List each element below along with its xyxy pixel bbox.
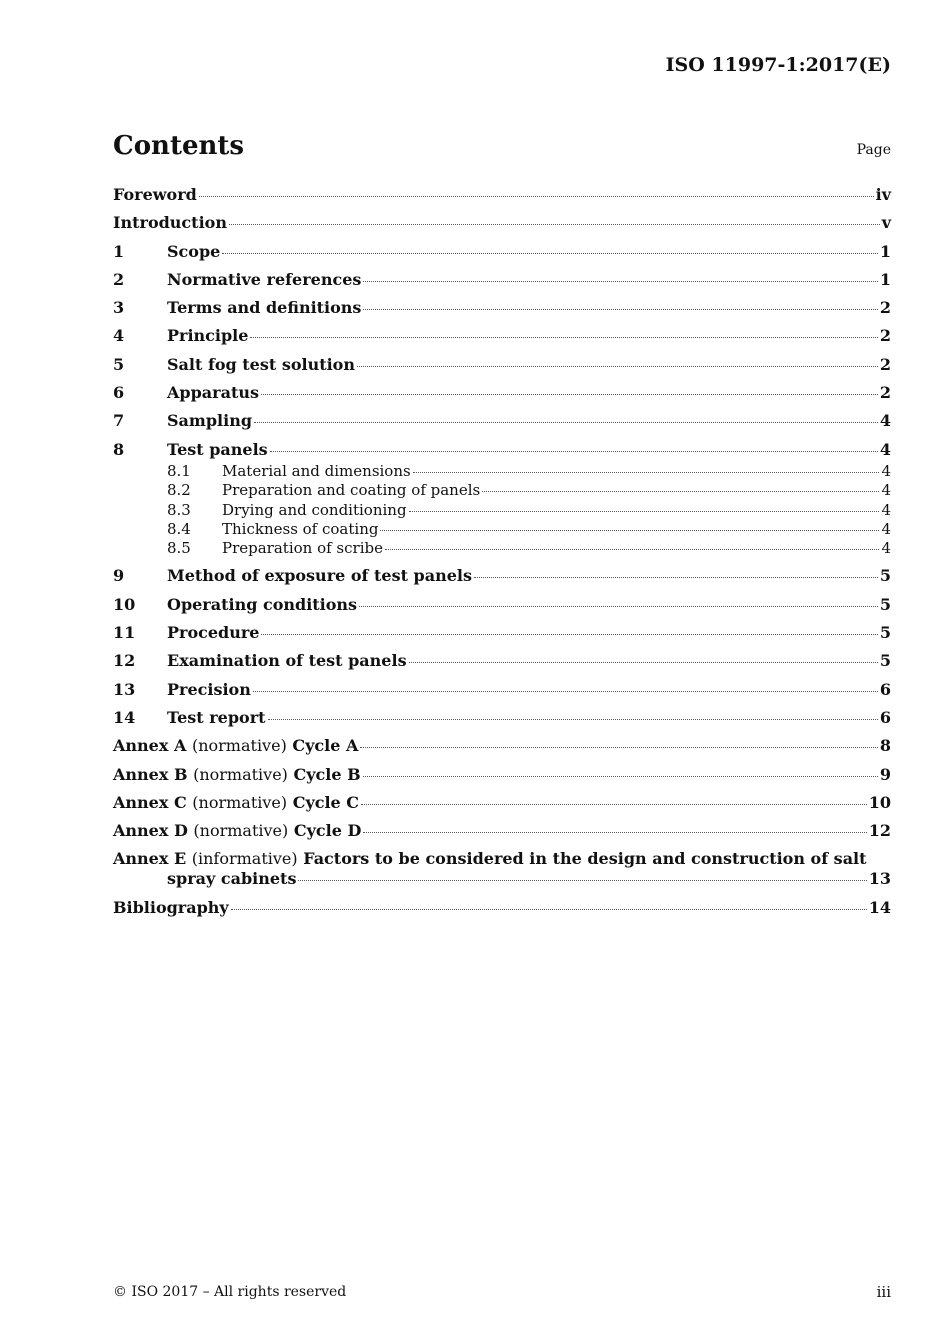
toc-subentry-title: Thickness of coating	[222, 519, 379, 538]
toc-entry-title: Test report	[167, 707, 266, 727]
toc-subentry[interactable]	[167, 539, 891, 558]
dot-leader	[363, 832, 866, 833]
toc-subentry-title: Material and dimensions	[222, 461, 411, 480]
toc-entry-clause[interactable]	[113, 566, 891, 594]
dot-leader	[380, 530, 879, 531]
toc-subentry-page: 4	[881, 461, 891, 480]
toc-entry-title: Procedure	[167, 623, 260, 643]
toc-entry-title: Normative references	[167, 269, 362, 289]
toc-entry-page: 5	[879, 623, 891, 643]
toc-entry-title: Sampling	[167, 411, 253, 431]
toc-entry-page: 5	[879, 594, 891, 614]
dot-leader	[268, 719, 878, 720]
toc-entry-title: Terms and definitions	[167, 298, 362, 318]
dot-leader	[363, 309, 877, 310]
toc-entry-clause[interactable]	[113, 651, 891, 679]
toc-entry-number: 12	[113, 651, 136, 671]
annex-title: Cycle A	[292, 736, 359, 756]
toc-subentry-page: 4	[881, 519, 891, 538]
toc-entry-foreword[interactable]	[113, 185, 891, 213]
page-title: Contents	[113, 131, 245, 161]
toc-subentry[interactable]	[167, 501, 891, 520]
toc-subentry-number: 8.2	[167, 481, 191, 500]
toc-entry-page: 8	[879, 736, 891, 756]
toc-entry-title: Apparatus	[167, 383, 259, 403]
toc-entry-page: 9	[879, 764, 891, 784]
dot-leader	[253, 691, 878, 692]
toc-entry-page: 5	[879, 651, 891, 671]
toc-entry-title: Test panels	[167, 439, 268, 459]
toc-entry-clause[interactable]	[113, 270, 891, 298]
annex-title-continued: spray cabinets	[167, 869, 297, 889]
annex-label: Annex C	[113, 792, 187, 812]
dot-leader	[363, 776, 878, 777]
dot-leader	[385, 549, 879, 550]
toc-entry-number: 7	[113, 411, 125, 431]
dot-leader	[409, 662, 878, 663]
toc-subentry-page: 4	[881, 539, 891, 558]
toc-subentry-number: 8.3	[167, 500, 191, 519]
toc-entry-clause[interactable]	[113, 411, 891, 439]
toc-subentry-number: 8.1	[167, 461, 191, 480]
table-of-contents	[113, 185, 891, 926]
toc-entry-page: 6	[879, 679, 891, 699]
toc-subentry-title: Preparation of scribe	[222, 539, 383, 558]
toc-entry-title: Scope	[167, 241, 221, 261]
toc-entry-page: 5	[879, 566, 891, 586]
annex-label: Annex A	[113, 736, 187, 756]
document-id: ISO 11997-1:2017(E)	[665, 54, 891, 76]
dot-leader	[363, 281, 877, 282]
annex-e-line1	[113, 849, 891, 869]
dot-leader	[231, 909, 867, 910]
toc-entry-title: Bibliography	[113, 897, 229, 917]
toc-entry-page: 13	[868, 869, 891, 889]
annex-label: Annex B	[113, 764, 188, 784]
toc-entry-page: 6	[879, 707, 891, 727]
dot-leader	[409, 511, 880, 512]
annex-type: (normative)	[192, 792, 288, 812]
toc-entry-clause[interactable]	[113, 623, 891, 651]
toc-entry-clause[interactable]	[113, 708, 891, 736]
dot-leader	[229, 224, 880, 225]
toc-entry-title: Examination of test panels	[167, 651, 407, 671]
dot-leader	[254, 422, 878, 423]
toc-entry-page: 10	[868, 792, 891, 812]
toc-subentry[interactable]	[167, 520, 891, 539]
toc-subentry-title: Drying and conditioning	[222, 500, 407, 519]
toc-entry-number: 5	[113, 354, 125, 374]
toc-entry-page: 4	[879, 439, 891, 459]
toc-entry-annex[interactable]	[113, 765, 891, 793]
dot-leader	[359, 606, 878, 607]
toc-entry-clause[interactable]	[113, 355, 891, 383]
toc-subentry-number: 8.4	[167, 519, 191, 538]
toc-entry-clause[interactable]	[113, 383, 891, 411]
annex-title: Cycle D	[293, 821, 362, 841]
dot-leader	[360, 747, 877, 748]
toc-entry-number: 8	[113, 439, 125, 459]
toc-entry-number: 10	[113, 594, 136, 614]
dot-leader	[250, 337, 877, 338]
toc-subentry-page: 4	[881, 481, 891, 500]
dot-leader	[222, 253, 878, 254]
toc-entry-page: v	[881, 213, 891, 233]
dot-leader	[357, 366, 878, 367]
toc-subentry[interactable]	[167, 462, 891, 481]
toc-entry-clause[interactable]	[113, 242, 891, 270]
toc-entry-title: Introduction	[113, 213, 227, 233]
toc-entry-title: Foreword	[113, 185, 197, 204]
toc-entry-title: Principle	[167, 326, 249, 346]
toc-entry-introduction[interactable]	[113, 213, 891, 241]
annex-type: (normative)	[193, 821, 289, 841]
toc-entry-number: 3	[113, 298, 125, 318]
page-number: iii	[876, 1283, 891, 1301]
toc-entry-title: Salt fog test solution	[167, 354, 355, 374]
toc-subentry-number: 8.5	[167, 539, 191, 558]
toc-entry-annex[interactable]	[113, 793, 891, 821]
toc-entry-title: Operating conditions	[167, 594, 358, 614]
annex-label: Annex D	[113, 821, 188, 841]
toc-entry-page: 1	[879, 241, 891, 261]
toc-entry-number: 4	[113, 326, 125, 346]
annex-type: (normative)	[191, 736, 287, 756]
toc-entry-number: 2	[113, 269, 125, 289]
toc-subentry-page: 4	[881, 500, 891, 519]
toc-entry-page: iv	[875, 185, 891, 204]
copyright-notice: © ISO 2017 – All rights reserved	[113, 1284, 347, 1300]
toc-subclause-group	[113, 462, 891, 558]
toc-entry-annex[interactable]	[113, 736, 891, 764]
dot-leader	[199, 196, 874, 197]
toc-entry-page: 12	[868, 821, 891, 841]
toc-entry-title: Precision	[167, 679, 251, 699]
dot-leader	[474, 577, 878, 578]
toc-entry-clause[interactable]	[113, 595, 891, 623]
page-column-label: Page	[856, 142, 891, 158]
toc-entry-clause[interactable]	[113, 680, 891, 708]
toc-entry-page: 14	[868, 897, 891, 917]
toc-entry-number: 1	[113, 241, 125, 261]
toc-entry-number: 9	[113, 566, 125, 586]
annex-label: Annex E	[113, 849, 187, 869]
dot-leader	[413, 472, 880, 473]
annex-type: (normative)	[193, 764, 288, 784]
dot-leader	[298, 880, 866, 881]
toc-subentry[interactable]	[167, 481, 891, 500]
dot-leader	[261, 394, 878, 395]
toc-entry-page: 2	[879, 298, 891, 318]
annex-title: Cycle C	[292, 792, 360, 812]
toc-entry-clause[interactable]	[113, 298, 891, 326]
toc-entry-page: 2	[879, 354, 891, 374]
dot-leader	[361, 804, 867, 805]
dot-leader	[261, 634, 877, 635]
annex-title: Factors to be considered in the design and construction of salt	[303, 849, 867, 869]
toc-entry-page: 4	[879, 411, 891, 431]
toc-entry-number: 11	[113, 623, 136, 643]
toc-entry-number: 14	[113, 707, 136, 727]
annex-type: (informative)	[191, 849, 298, 869]
toc-entry-clause[interactable]	[113, 326, 891, 354]
toc-entry-annex[interactable]	[113, 821, 891, 849]
toc-entry-number: 6	[113, 383, 125, 403]
dot-leader	[482, 491, 879, 492]
toc-entry-page: 1	[879, 269, 891, 289]
annex-title: Cycle B	[293, 764, 361, 784]
annex-e-line2	[113, 869, 891, 897]
toc-entry-page: 2	[879, 383, 891, 403]
toc-entry-page: 2	[879, 326, 891, 346]
toc-entry-annex-e[interactable]	[113, 849, 891, 897]
toc-entry-number: 13	[113, 679, 136, 699]
toc-subentry-title: Preparation and coating of panels	[222, 481, 481, 500]
dot-leader	[270, 451, 878, 452]
toc-entry-title: Method of exposure of test panels	[167, 566, 472, 586]
toc-entry-bibliography[interactable]	[113, 898, 891, 926]
